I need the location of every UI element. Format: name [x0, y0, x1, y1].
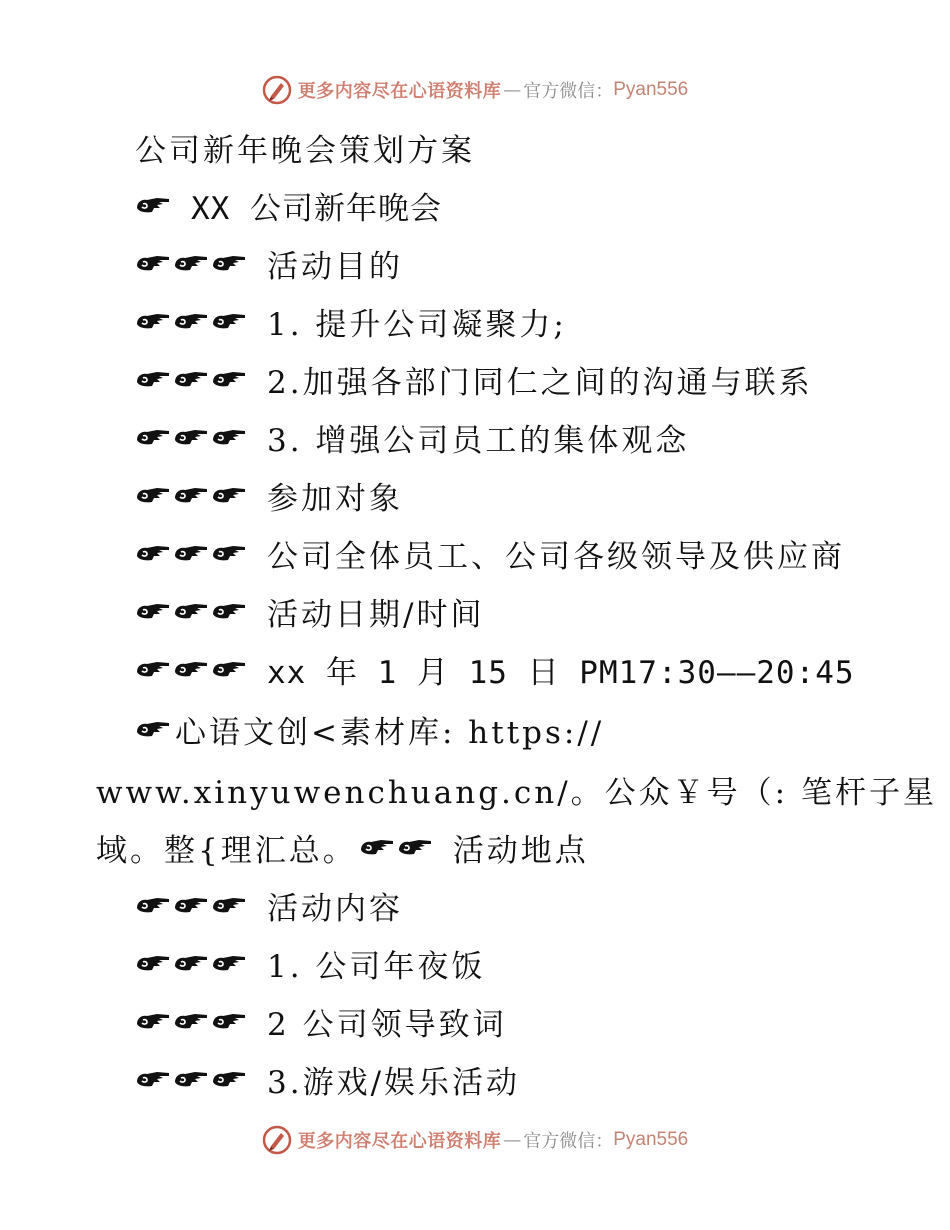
document-line: [135, 528, 845, 578]
bullet-hand-icon: [135, 1011, 249, 1031]
document-line: [135, 412, 689, 462]
document-line: [135, 1054, 520, 1104]
document-line: [135, 644, 855, 694]
document-line: [96, 822, 589, 872]
document-line: [135, 180, 442, 230]
bullet-hand-icon: [135, 659, 249, 679]
bullet-hand-icon: [135, 311, 249, 331]
banner-text: 更多内容尽在心语资料库: [297, 1131, 502, 1152]
document-line: [135, 938, 485, 988]
document-line: [135, 586, 484, 636]
line-text: 活动内容: [267, 890, 403, 927]
bullet-hand-icon: [135, 719, 173, 739]
line-text: 心语文创<素材库: https://: [175, 714, 605, 751]
line-text: 3. 增强公司员工的集体观念: [267, 422, 690, 459]
banner-dash: —: [503, 79, 522, 101]
banner-text: 更多内容尽在心语资料库: [297, 81, 502, 102]
banner-dash: —: [503, 1129, 522, 1151]
line-text: 2.加强各部门同仁之间的沟通与联系: [267, 364, 813, 401]
banner-wechat-label: 官方微信：: [523, 81, 614, 102]
line-text: 3.游戏/娱乐活动: [267, 1064, 521, 1101]
document-line: [96, 764, 937, 814]
pen-logo-icon: [262, 75, 292, 105]
document-line: [135, 996, 507, 1046]
line-text: 1. 提升公司凝聚力;: [267, 306, 567, 343]
bullet-hand-icon: [135, 895, 249, 915]
document-line: [135, 296, 567, 346]
line-text: 活动目的: [267, 248, 403, 285]
document-title-text: 公司新年晚会策划方案: [135, 132, 475, 169]
bullet-hand-icon: [135, 543, 249, 563]
bullet-hand-icon: [135, 1069, 249, 1089]
banner-wechat-id: Pyan556: [613, 79, 689, 100]
bullet-hand-icon: [135, 485, 249, 505]
line-text: xx 年 1 月 15 日 PM17:30——20:45: [267, 654, 855, 691]
bullet-hand-icon: [135, 601, 249, 621]
pen-logo-icon: [262, 1125, 292, 1155]
footer-banner: [0, 1120, 950, 1160]
line-text: XX 公司新年晚会: [191, 190, 442, 227]
banner-wechat-id: Pyan556: [613, 1129, 689, 1150]
line-text: 公司全体员工、公司各级领导及供应商: [267, 538, 845, 575]
bullet-hand-icon: [135, 369, 249, 389]
document-line: [135, 704, 604, 754]
line-text: 1. 公司年夜饭: [267, 948, 486, 985]
line-text: 2 公司领导致词: [267, 1006, 507, 1043]
bullet-hand-icon: [135, 253, 249, 273]
line-text: www.xinyuwenchuang.cn/。公众￥号（: 笔杆子星: [96, 774, 937, 811]
line-text: 参加对象: [267, 480, 403, 517]
bullet-hand-icon: [359, 837, 435, 857]
document-line: [135, 238, 403, 288]
bullet-hand-icon: [135, 953, 249, 973]
document-title: [135, 122, 475, 172]
bullet-hand-icon: [135, 427, 249, 447]
line-text: 活动地点: [452, 832, 589, 869]
line-text: 活动日期/时间: [267, 596, 485, 633]
document-line: [135, 354, 813, 404]
document-line: [135, 880, 403, 930]
document-line: [135, 470, 403, 520]
bullet-hand-icon: [135, 195, 173, 215]
header-banner: [0, 70, 950, 110]
banner-wechat-label: 官方微信：: [523, 1131, 614, 1152]
line-text: 域。整{理汇总。: [96, 832, 357, 869]
